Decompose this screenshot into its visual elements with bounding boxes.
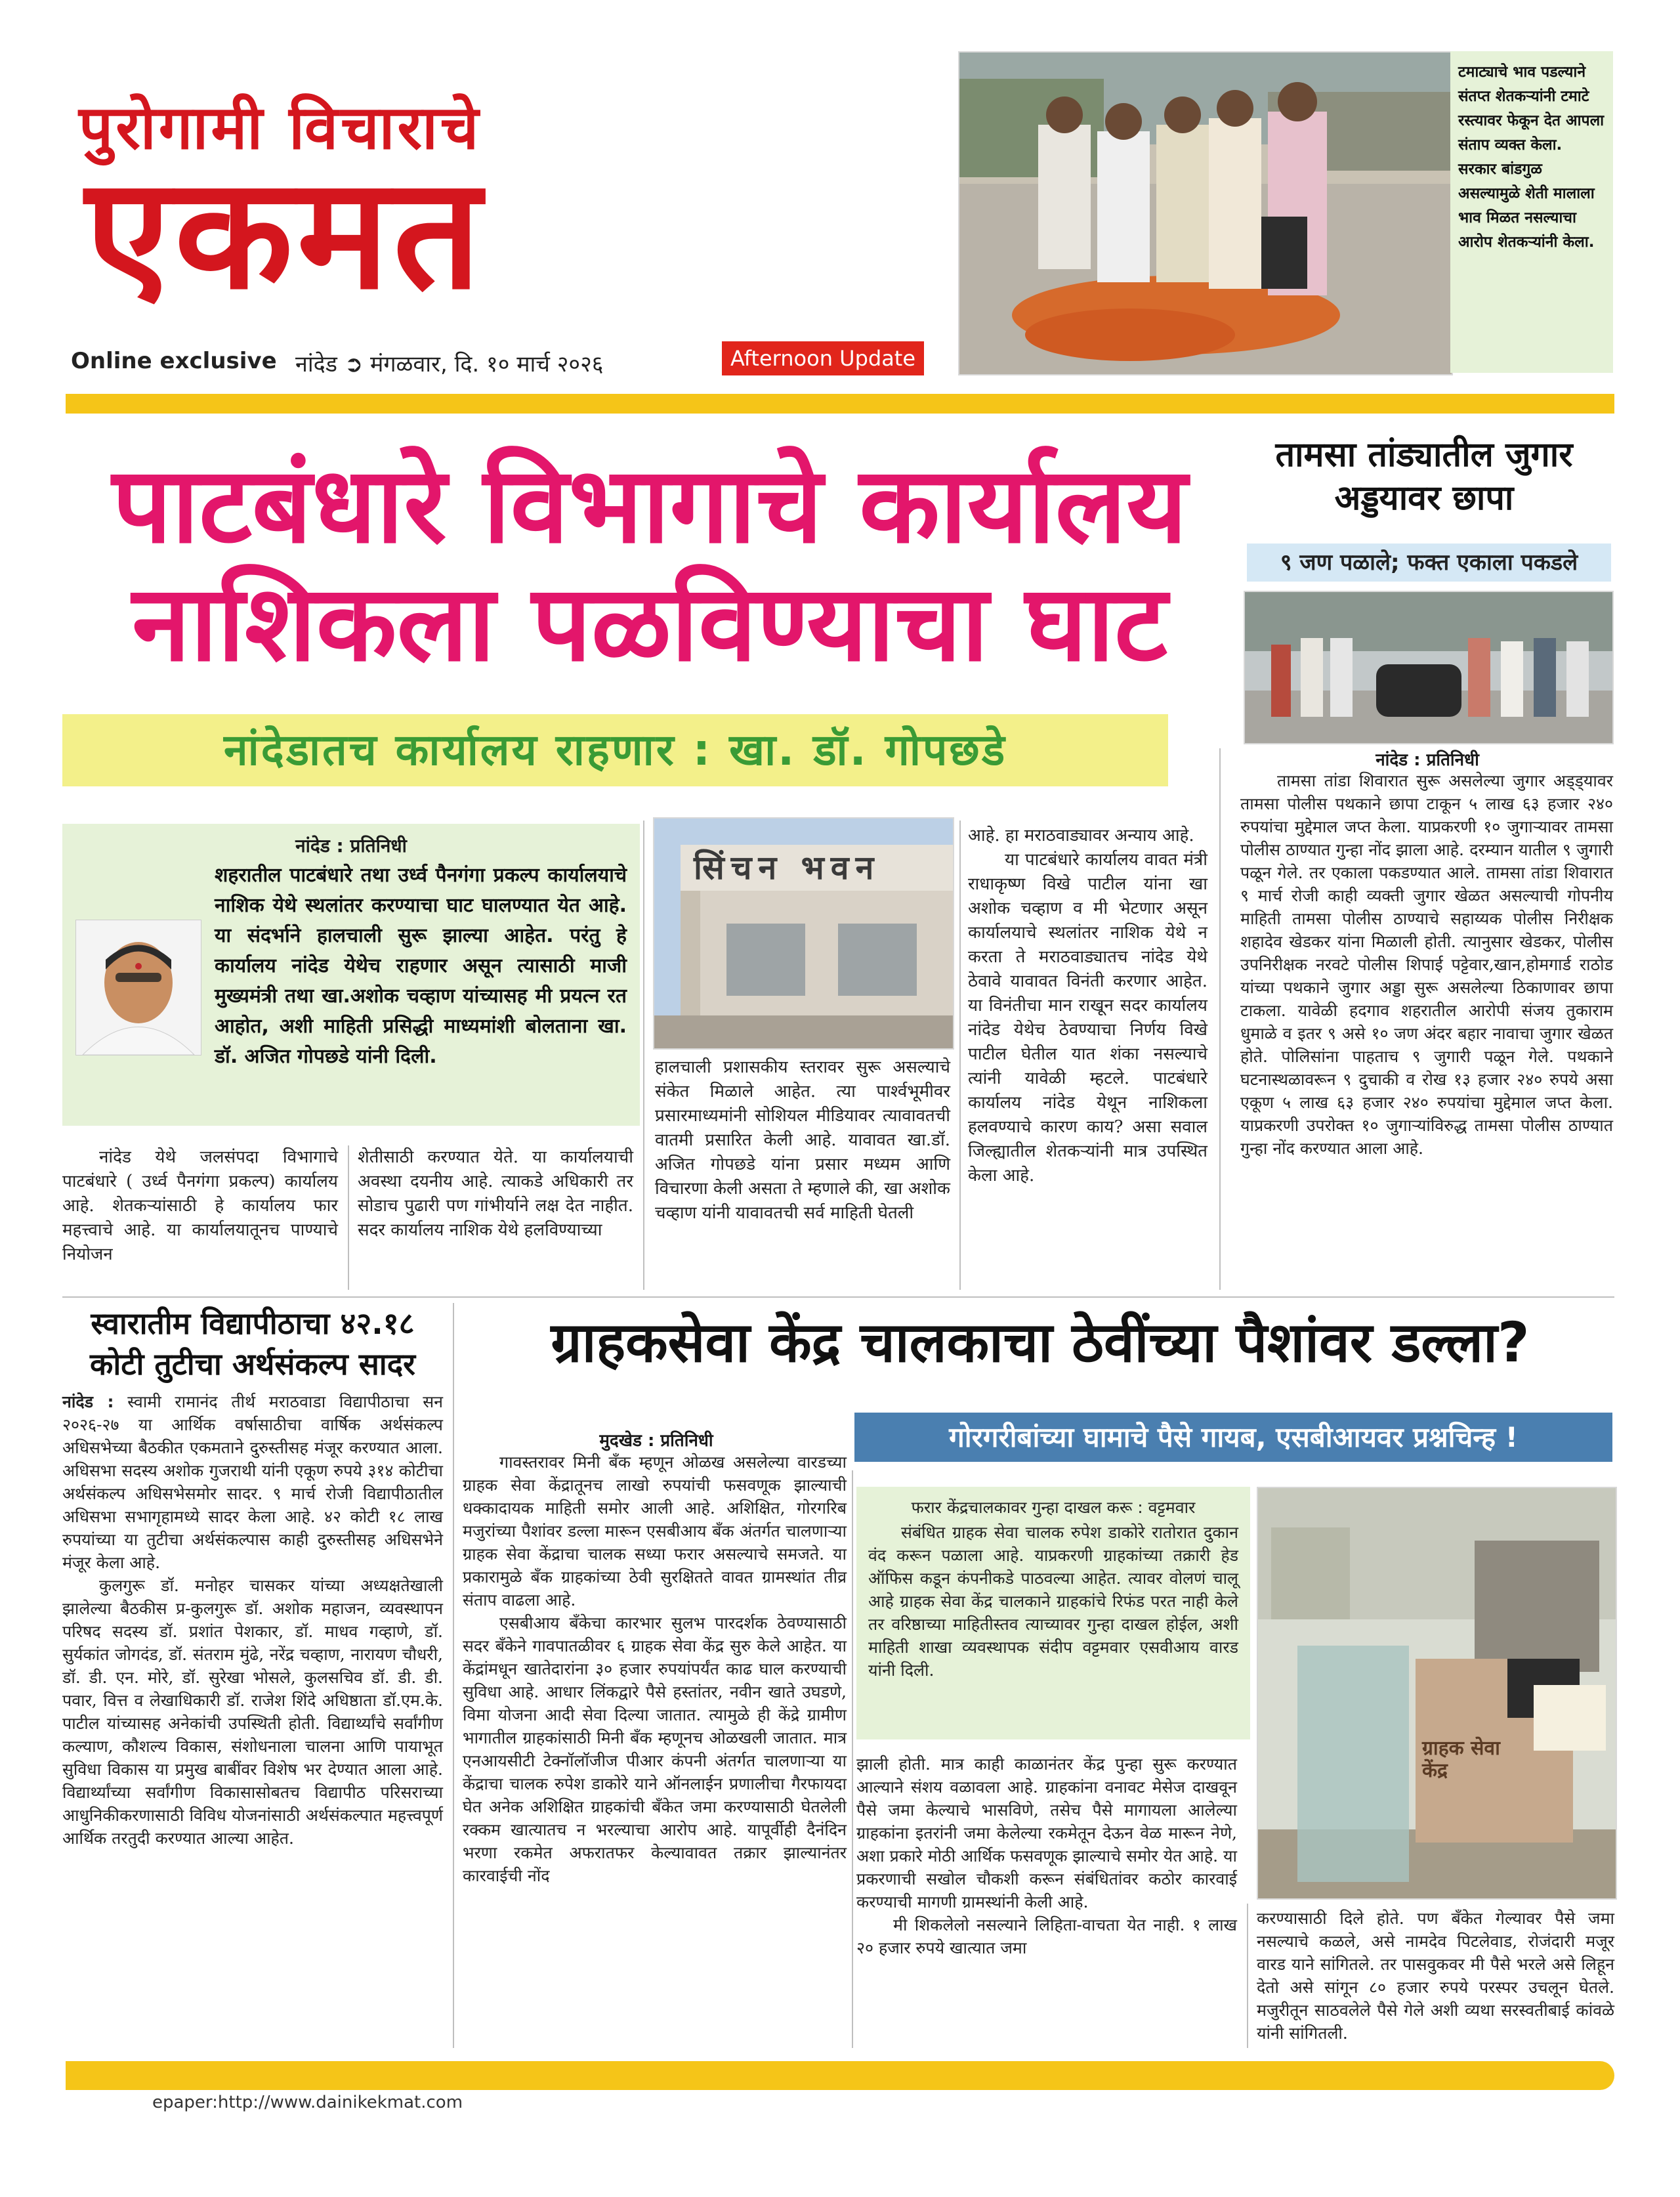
lead-col1 [62,1145,338,1267]
footer-epaper-link[interactable]: epaper:http://www.dainikekmat.com [152,2093,463,2112]
lead-separator-3 [959,821,961,1290]
tamsa-body [1240,769,1613,1160]
csc-subhead-band [854,1413,1612,1462]
section-divider [62,1296,1614,1298]
csc-subhead: गोरगरीबांच्या घामाचे पैसे गायब, एसबीआयवर प्रश्नचिन्ह ! [949,1421,1518,1453]
csc-separator-2 [1247,1904,1248,2048]
csc-colC-text: करण्यासाठी दिले होते. पण बँकेत गेल्यावर पैसे जमा नसल्याचे कळले, असे नामदेव पिटलेवाड, रोजंदारी मजूर वारड याने सांगितले. तर पासवुकवर मी पैसे भरले असे लिहून देतो असे सांगून ८० हजार रुपये परस्पर उचलून घेतले. मजुरीतून साठवलेले पैसे गेले अशी व्यथा सरस्वतीबाई कांवळे यांनी सांगितली. [1257,1909,1614,2043]
csc-dateline: मुदखेड : प्रतिनिधी [599,1431,713,1451]
building-sign: सिंचन भवन [694,849,881,887]
csc-colB [856,1753,1237,1959]
lead-separator-1 [348,1145,349,1290]
lead-col2-text: शेतीसाठी करण्यात येते. या कार्यालयाची अवस्था दयनीय आहे. त्याकडे अधिकारी तर सोडाच पुढारी पण गांभीर्याने लक्ष देत नाहीत. सदर कार्यालय नाशिक येथे हलविण्याच्या [358,1147,633,1240]
csc-inset-box [856,1487,1250,1739]
csc-colB-text-2: मी शिकलेलो नसल्याने लिहिता-वाचता येत नाही. १ लाख २० हजार रुपये खात्यात जमा [856,1915,1237,1957]
tomato-caption: टमाट्याचे भाव पडल्याने संतप्त शेतकऱ्यांनी टमाटे रस्त्यावर फेकून देत आपला संताप व्यक्त केला. सरकार बांडगुळ असल्यामुळे शेती मालाला भाव मिळत नसल्याचा आरोप शेतकऱ्यांनी केला. [1458,64,1605,251]
lead-col4-text-b: या पाटबंधारे कार्यालय वावत मंत्री राधाकृष्ण विखे पाटील यांना खा अशोक चव्हाण व मी भेटणार असून कार्यालयाचे स्थलांतर नाशिक येथे न करता ते मराठवाड्यातच नांदेड येथे ठेवावे यावावत विनंती करणार आहेत. या विनंतीचा मान राखून सदर कार्यालय नांदेड येथेच ठेवण्याचा निर्णय विखे पाटील घेतील यात शंका नसल्याचे त्यांनी यावेळी म्हटले. पाटबंधारे कार्यालय नांदेड येथून नाशिकला हलवण्याचे कारण काय? असा सवाल जिल्ह्यातील शेतकऱ्यांनी मात्र उपस्थित केला आहे. [968,850,1208,1185]
lead-col2 [358,1145,633,1243]
csc-inset-text: संबंधित ग्राहक सेवा चालक रुपेश डाकोरे रातोरात दुकान वंद करून पळाला आहे. याप्रकरणी ग्राहकांच्या तक्रारी हेड ऑफिस कडून कंपनीकडे पाठवल्या आहेत. त्यावर वोलणं चालू आहे ग्राहक सेवा केंद्र चालकाने ग्राहकांचे रिफंड परत नाही केले तर वरिष्ठाच्या माहितीस्तव त्याच्यावर गुन्हा दाखल होईल, अशी माहिती शाखा व्यवस्थापक संदीप वट्टमवार एसवीआय वारड यांनी दिली. [868,1523,1238,1680]
lead-subhead: नांदेडातच कार्यालय राहणार : खा. डॉ. गोपछडे [223,725,1007,775]
tomato-protest-photo [958,51,1453,375]
lead-col4 [968,824,1208,1188]
dateline [295,348,603,378]
csc-colC [1257,1907,1614,2045]
csc-colA-text-1: गावस्तरावर मिनी बँक म्हणून ओळख असलेल्या वारडच्या ग्राहक सेवा केंद्रातूनच लाखो रुपयांची फसवणूक झाल्याची धक्कादायक माहिती समोर आली आहे. अशिक्षित, गोरगरिब मजुरांच्या पैशांवर डल्ला मारून एसबीआय बँक अंतर्गत चालणाऱ्या ग्राहक सेवा केंद्राचा चालक सध्या फरार असल्याचे समजते. या प्रकारामुळे बँक ग्राहकांच्या ठेवी सुरक्षितते वावत ग्रामस्थांत तीव्र संताप वाढला आहे. [463,1453,847,1610]
csc-separator-1 [852,1470,853,2048]
csc-colA [463,1451,847,1887]
lead-col1-text: नांदेड येथे जलसंपदा विभागाचे पाटबंधारे ( उर्ध्व पैनगंगा प्रकल्प) कार्यालय आहे. शेतकऱ्यांसाठी हे कार्यालय फार महत्त्वाचे आहे. या कार्यालयातूनच पाण्याचे नियोजन [62,1147,338,1264]
lead-col4-text-a: आहे. हा मराठवाड्यावर अन्याय आहे. [968,826,1194,845]
csc-inset-title: फरार केंद्रचालकावर गुन्हा दाखल करू : वट्टमवार [911,1498,1196,1517]
dateline-text: नांदेड ➲ मंगळवार, दि. १० मार्च २०२६ [295,351,604,377]
tamsa-raid-photo [1244,591,1614,744]
csc-counter-photo [1257,1487,1617,1900]
university-headline: स्वारातीम विद्यापीठाचा ४२.१८ कोटी तुटीचा अर्थसंकल्प सादर [90,1306,415,1382]
tamsa-subhead-band [1247,544,1611,582]
university-text-2: कुलगुरू डॉ. मनोहर चासकर यांच्या अध्यक्षतेखाली झालेल्या बैठकीस प्र-कुलगुरू डॉ. अशोक महाजन, व्यवस्थापन परिषद सदस्य डॉ. प्रशांत पेशकार, डॉ. माधव गव्हाणे, डॉ. सुर्यकांत जोगदंड, डॉ. संतराम मुंढे, नरेंद्र चव्हाण, नारायण चौधरी, डॉ. डी. एन. मोरे, डॉ. सुरेखा भोसले, कुलसचिव डॉ. डी. डी. पवार, वित्त व लेखाधिकारी डॉ. राजेश शिंदे अधिष्ठाता डॉ.एम.के. पाटील यांच्यासह अनेकांची उपस्थिती होती. विद्यार्थ्यांचे सर्वांगीण कल्याण, कौशल्य विकास, संशोधनाला चालना आणि पायाभूत सुविधा विकास या प्रमुख बाबींवर विशेष भर देण्यात आला आहे. विद्यार्थ्यांच्या सर्वांगीण विकासासोबतच विद्यापीठ परिसराच्या आधुनिकीकरणासाठी विविध योजनांसाठी अर्थसंकल्पात महत्त्वपूर्ण आर्थिक तरतुदी करण्यात आल्या आहेत. [62,1576,443,1848]
lead-subhead-band [62,714,1168,786]
lead-box-photo [75,920,201,1056]
university-text-1 [62,1390,443,1574]
tomato-caption-box [1450,51,1613,373]
masthead-tagline: पुरोगामी विचाराचे [79,93,482,163]
csc-headline: ग्राहकसेवा केंद्र चालकाचा ठेवींच्या पैशांवर डल्ला? [551,1310,1530,1375]
university-body [62,1390,443,1850]
lead-col3 [655,1056,950,1226]
footer-band [66,2061,1614,2090]
tamsa-subhead: ९ जण पळाले; फक्त एकाला पकडले [1280,549,1578,576]
lead-headline-line2: नाशिकला पळविण्याचा घाट [132,562,1167,685]
tamsa-text: तामसा तांडा शिवारात सुरू असलेल्या जुगार अड्ड्यावर तामसा पोलीस पथकाने छापा टाकून ५ लाख ६३ हजार २४० रुपयांचा मुद्देमाल जप्त केला. याप्रकरणी १० जुगाऱ्यावर तामसा पोलीस ठाण्यात गुन्हा नोंद झाला आहे. दरम्यान यातील ९ जुगारी पळून गेले. तर एकाला पकडण्यात आले. तामसा तांडा शिवारात ९ मार्च रोजी काही व्यक्ती जुगार खेळत असल्याची गोपनीय माहिती तामसा पोलीस ठाण्याचे सहाय्यक पोलीस निरीक्षक शहादेव खेडकर यांना मिळाली होती. त्यानुसार खेडकर, पोलीस उपनिरीक्षक नरवटे पोलीस शिपाई पट्टेवार,खान,होमगार्ड राठोड यांच्या पथकाने जुगार अड्डा सुरू असलेल्या ठिकाणावर छापा टाकला. यावेळी हदगाव शहरातील आरोपी संजय तुकाराम धुमाळे व इतर ९ असे १० जण अंदर बहार नावाचा जुगार खेळत होते. पोलिसांना पाहताच ९ जुगारी पळून गेले. पथकाने घटनास्थळावरून ९ दुचाकी व रोख १३ हजार २४० रुपये असा एकूण ५ लाख ६३ हजार २४० रुपयांचा मुद्देमाल जप्त केला. याप्रकरणी उपरोक्त १० जुगाऱ्यांविरुद्ध तामसा पोलीस ठाण्यात गुन्हा नोंद करण्यात आला आहे. [1240,771,1613,1158]
csc-colB-text: झाली होती. मात्र काही काळानंतर केंद्र पुन्हा सुरू करण्यात आल्याने संशय वळावला आहे. ग्राहकांना वनावट मेसेज दाखवून पैसे जमा केल्याचे भासविणे, तसेच पैसे मागायला आलेल्या ग्राहकांना इतरांनी जमा केलेल्या रकमेतून देऊन वेळ मारून नेणे, अशा प्रकारे मोठी आर्थिक फसवणूक झाल्याचे समोर येत आहे. या प्रकरणाची सखोल चौकशी करून संबंधितांवर कठोर कारवाई करण्याची मागणी ग्रामस्थांनी केली आहे. [856,1755,1237,1911]
afternoon-update-badge [722,341,924,375]
sinchan-bhavan-photo [653,817,954,1050]
csc-colA-text-2: एसबीआय बँकेचा कारभार सुलभ पारदर्शक ठेवण्यासाठी सदर बँकेने गावपातळीवर ६ ग्राहक सेवा केंद्र सुरु केले आहेत. या केंद्रांमधून खातेदारांना ३० हजार रुपयांपर्यंत काढ घाल करण्याची सुविधा आहे. आधार लिंकद्वारे पैसे हस्तांतर, नवीन खाते उघडणे, विमा योजना आदी सेवा दिल्या जातात. त्यामुळे ही केंद्रे ग्रामीण भागातील ग्राहकांसाठी मिनी बँक म्हणूनच ओळखली जातात. मात्र एनआयसीटी टेक्नॉलॉजीज पीआर कंपनी अंतर्गत चालणाऱ्या या केंद्राचा चालक रुपेश डाकोरे याने ऑनलाईन प्रणालीचा गैरफायदा घेत अनेक अशिक्षित ग्राहकांची बँकेत जमा करण्यासाठी घेतलेली रक्कम खात्यातच न भरल्याचा आरोप आहे. यापूर्वीही दैनंदिन भरणा रकमेत अफरातफर केल्यावावत तक्रार झाल्यानंतर कारवाईची नोंद [463,1613,847,1885]
lead-quote-box [62,824,640,1126]
university-separator [453,1303,454,2048]
lead-box-text: शहरातील पाटबंधारे तथा उर्ध्व पैनगंगा प्रकल्प कार्यालयाचे नाशिक येथे स्थलांतर करण्याचा घाट घालण्यात येत आहे. या संदर्भाने हालचाली सुरू झाल्या आहेत. परंतु हे कार्यालय नांदेड येथेच राहणार असून त्यासाठी माजी मुख्यमंत्री तथा खा.अशोक चव्हाण यांच्यासह मी प्रयत्न रत आहोत, अशी माहिती प्रसिद्धी माध्यमांशी बोलताना खा. डॉ. अजित गोपछडे यांनी दिली. [215,864,627,1068]
csc-counter-sign: ग्राहक सेवा केंद्र [1422,1737,1500,1782]
masthead-rule [66,394,1614,414]
lead-col3-text: हालचाली प्रशासकीय स्तरावर सुरू असल्याचे संकेत मिळाले आहेत. त्या पार्श्वभूमीवर प्रसारमाध्यमांनी सोशियल मीडियावर त्यावावतची वातमी प्रसारित केली आहे. यावावत खा.डॉ. अजित गोपछडे यांना प्रसार मध्यम आणि विचारणा केली असता ते म्हणाले की, खा अशोक चव्हाण यांनी यावावतची सर्व माहिती घेतली [655,1057,950,1223]
tamsa-headline: तामसा तांड्यातील जुगार अड्डयावर छापा [1275,435,1573,518]
lead-separator-4 [1219,748,1221,1290]
masthead-name: एकमत [85,144,485,324]
lead-headline-line1: पाटबंधारे विभागाचे कार्यालय [112,444,1188,566]
badge-label: Afternoon Update [730,346,916,371]
lead-box-dateline: नांदेड : प्रतिनिधी [295,835,407,857]
tamsa-dateline: नांदेड : प्रतिनिधी [1376,750,1479,770]
university-dateline: नांदेड : [62,1392,114,1411]
lead-separator-2 [643,821,644,1290]
university-text-1-body: स्वामी रामानंद तीर्थ मराठवाडा विद्यापीठाचा सन २०२६-२७ या आर्थिक वर्षासाठीचा वार्षिक अर्थसंकल्प अधिसभेच्या बैठकीत एकमताने दुरुस्तीसह मंजूर करण्यात आला. अधिसभा सदस्य अशोक गुजराथी यांनी एकूण रुपये ३१४ कोटीचा अर्थसंकल्प अधिसभेसमोर सादर. ९ मार्च रोजी विद्यापीठातील अधिसभा सभागृहामध्ये सादर केला आहे. ४२ कोटी १८ लाख रुपयांच्या या तुटीचा अर्थसंकल्पास काही दुरुस्तीसह अधिसभेने मंजूर केला आहे. [62,1392,444,1572]
online-exclusive-label: Online exclusive [71,348,277,374]
